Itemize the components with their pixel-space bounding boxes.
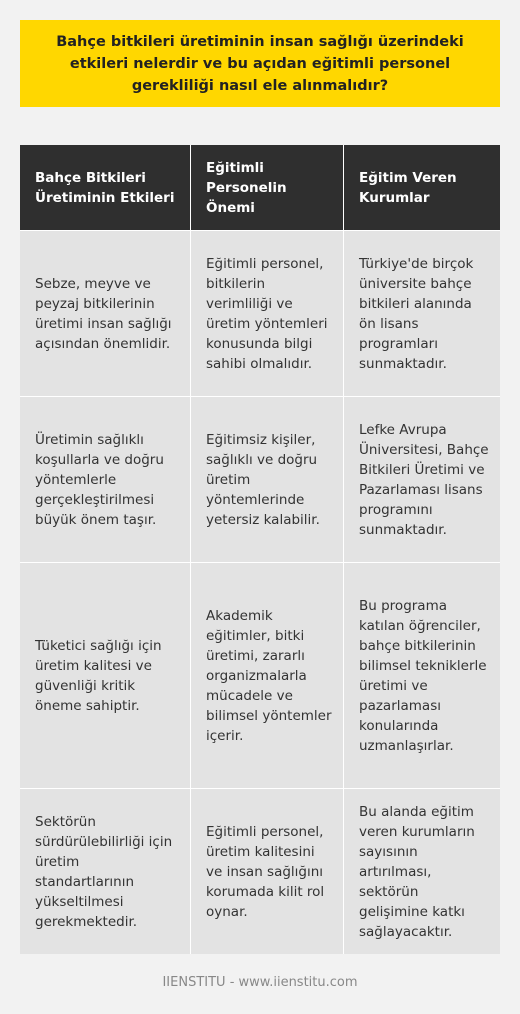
table-cell: Sektörün sürdürülebilirliği için üretim standartlarının yükseltilmesi gerekmektedir. xyxy=(20,788,190,954)
table-row xyxy=(20,396,500,562)
table-cell: Eğitimli personel, bitkilerin verimliliği ve üretim yöntemleri konusunda bilgi sahibi olmalıdır. xyxy=(190,230,343,396)
column-header-effects: Bahçe Bitkileri Üretiminin Etkileri xyxy=(20,145,190,230)
table-cell: Tüketici sağlığı için üretim kalitesi ve güvenliği kritik öneme sahiptir. xyxy=(20,562,190,788)
table-cell: Eğitimsiz kişiler, sağlıklı ve doğru üretim yöntemlerinde yetersiz kalabilir. xyxy=(190,396,343,562)
title-banner xyxy=(20,20,500,107)
table-cell: Türkiye'de birçok üniversite bahçe bitkileri alanında ön lisans programları sunmaktadır. xyxy=(343,230,500,396)
table-cell: Akademik eğitimler, bitki üretimi, zararlı organizmalarla mücadele ve bilimsel yöntemler içerir. xyxy=(190,562,343,788)
table-cell: Sebze, meyve ve peyzaj bitkilerinin üretimi insan sağlığı açısından önemlidir. xyxy=(20,230,190,396)
table-cell: Üretimin sağlıklı koşullarla ve doğru yöntemlerle gerçekleştirilmesi büyük önem taşır. xyxy=(20,396,190,562)
column-header-trained-staff: Eğitimli Personelin Önemi xyxy=(190,145,343,230)
table-row xyxy=(20,230,500,396)
table-cell: Lefke Avrupa Üniversitesi, Bahçe Bitkileri Üretimi ve Pazarlaması lisans programını sunmaktadır. xyxy=(343,396,500,562)
table-cell: Bu programa katılan öğrenciler, bahçe bitkilerinin bilimsel tekniklerle üretimi ve pazarlaması konularında uzmanlaşırlar. xyxy=(343,562,500,788)
page-title: Bahçe bitkileri üretiminin insan sağlığı üzerindeki etkileri nelerdir ve bu açıdan eğitimli personel gerekliliği nasıl ele alınmalıdır? xyxy=(56,33,464,94)
table-cell: Bu alanda eğitim veren kurumların sayısının artırılması, sektörün gelişimine katkı sağlayacaktır. xyxy=(343,788,500,954)
footer-credit: IIENSTITU - www.iienstitu.com xyxy=(162,975,358,990)
table-header-row xyxy=(20,145,500,230)
table-cell: Eğitimli personel, üretim kalitesini ve insan sağlığını korumada kilit rol oynar. xyxy=(190,788,343,954)
table-row xyxy=(20,562,500,788)
table-row xyxy=(20,788,500,954)
info-table xyxy=(20,145,500,954)
column-header-institutions: Eğitim Veren Kurumlar xyxy=(343,145,500,230)
